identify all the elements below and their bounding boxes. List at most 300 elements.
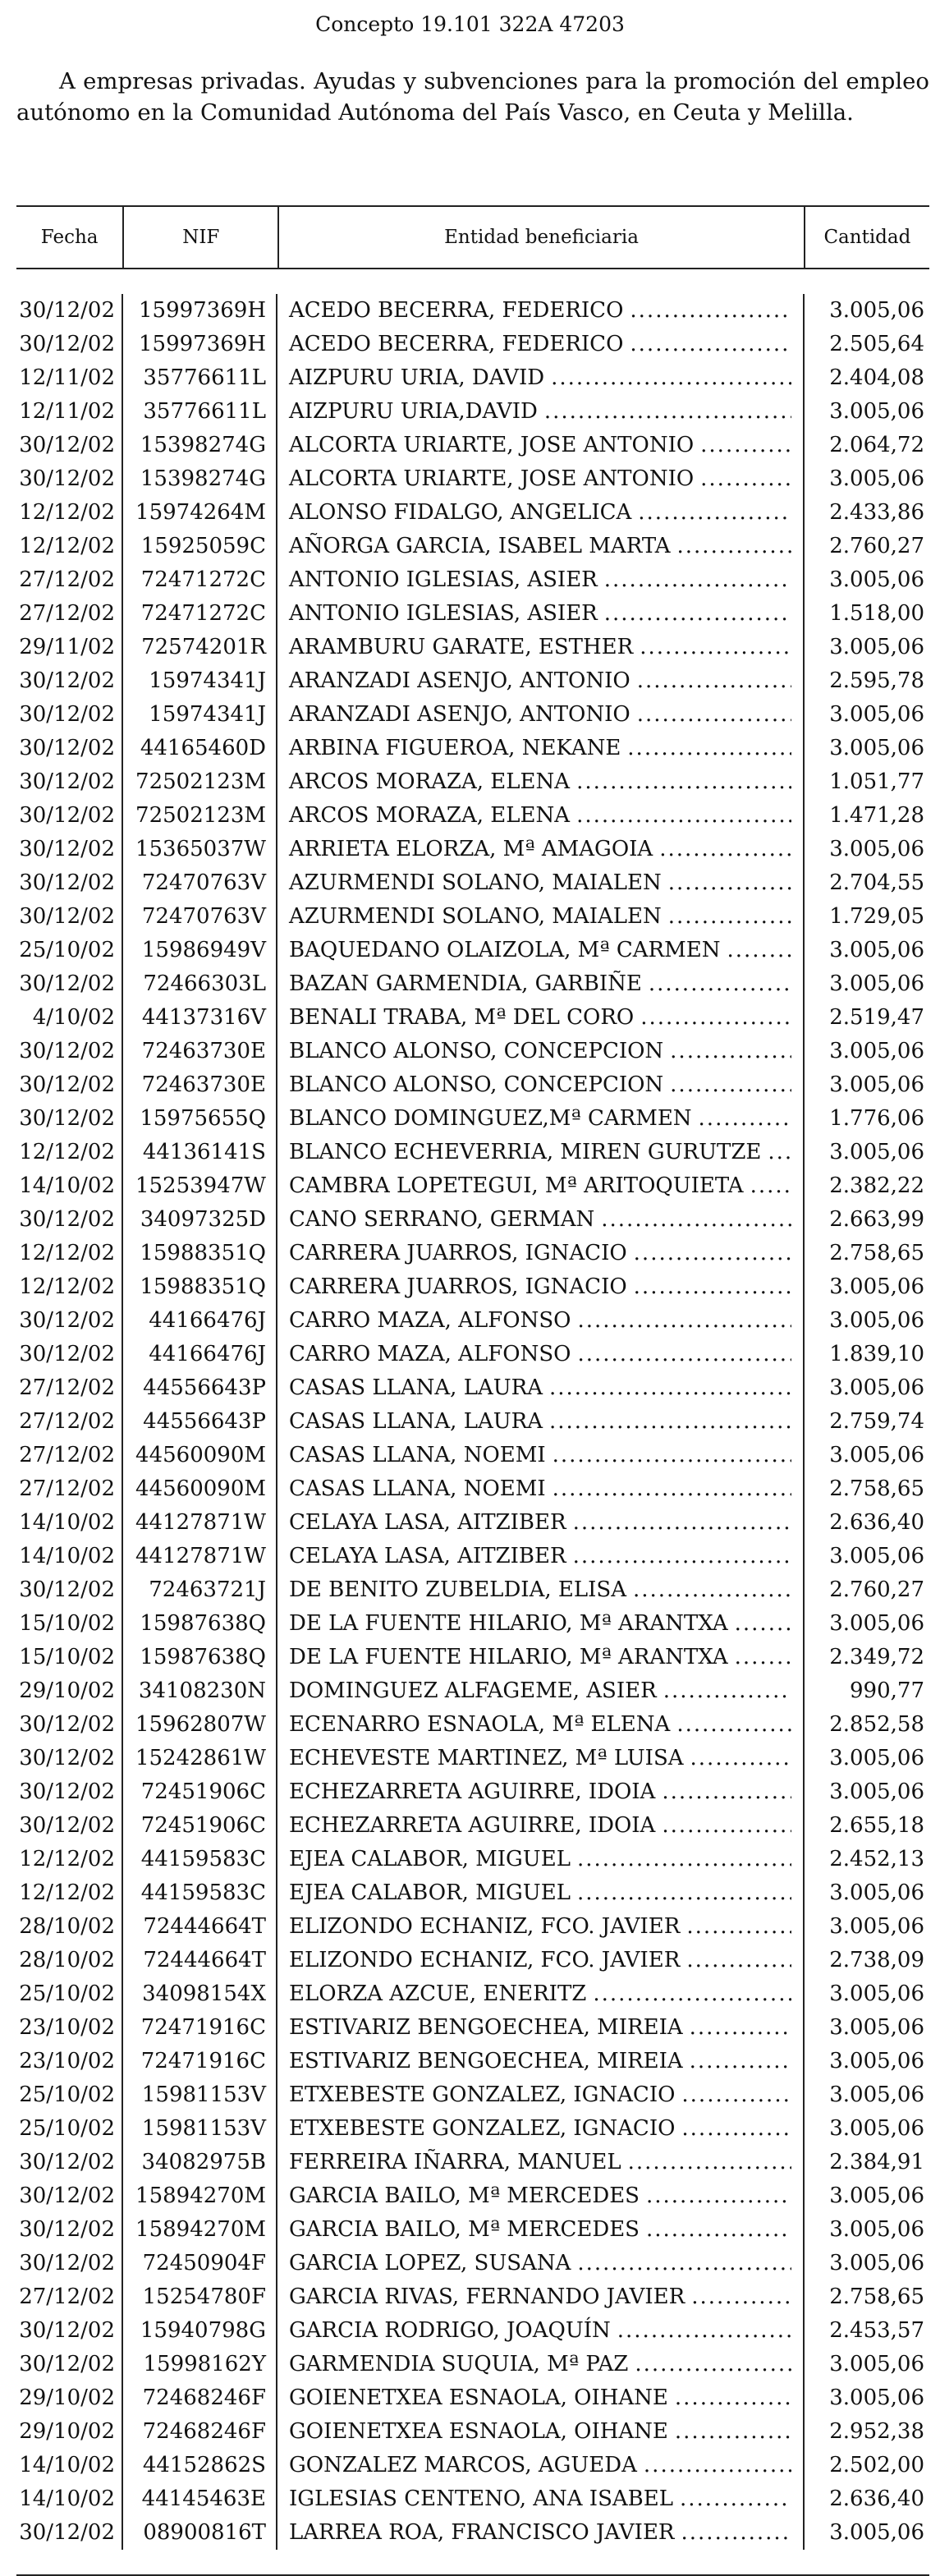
- cell-fecha: 23/10/02: [16, 2045, 123, 2078]
- cell-entidad: [277, 967, 805, 1001]
- dot-leader: [571, 1338, 791, 1371]
- entidad-name: GARCIA RODRIGO, JOAQUÍN: [289, 2318, 611, 2343]
- cell-cantidad: 2.595,78: [829, 668, 924, 693]
- cell-cantidad: 1.776,06: [829, 1106, 924, 1131]
- cell-fecha: 30/12/02: [16, 1809, 123, 1843]
- cell-nif: 15365037W: [123, 833, 277, 866]
- cell-cantidad: 3.005,06: [829, 1140, 924, 1164]
- table-row: [16, 2146, 929, 2179]
- dot-leader: [673, 2482, 791, 2516]
- cell-fecha: 30/12/02: [16, 294, 123, 328]
- dot-leader: [640, 2179, 791, 2213]
- cell-fecha: 15/10/02: [16, 1607, 123, 1641]
- entidad-name: CASAS LLANA, NOEMI: [289, 1476, 546, 1501]
- dot-leader: [761, 1136, 791, 1169]
- cell-fecha: 30/12/02: [16, 1102, 123, 1136]
- cell-cantidad: 3.005,06: [829, 1544, 924, 1568]
- cell-cantidad: 1.518,00: [829, 601, 924, 626]
- cell-fecha: 30/12/02: [16, 698, 123, 732]
- cell-fecha: 14/10/02: [16, 2449, 123, 2482]
- column-header-nif: NIF: [124, 207, 279, 268]
- cell-cantidad: 3.005,06: [829, 1611, 924, 1636]
- entidad-name: AÑORGA GARCIA, ISABEL MARTA: [289, 534, 671, 558]
- table-row: [16, 1674, 929, 1708]
- cell-entidad: [277, 1506, 805, 1540]
- dot-leader: [662, 866, 791, 900]
- table-row: [16, 732, 929, 765]
- table-row: [16, 1708, 929, 1742]
- dot-leader: [640, 2213, 791, 2247]
- cell-nif: 15974341J: [123, 664, 277, 698]
- dot-leader: [675, 2078, 791, 2112]
- entidad-name: ALONSO FIDALGO, ANGELICA: [289, 500, 632, 525]
- table-row: [16, 1506, 929, 1540]
- cell-cantidad: 2.519,47: [829, 1005, 924, 1030]
- table-row: [16, 2415, 929, 2449]
- cell-entidad: [277, 496, 805, 530]
- entidad-name: CASAS LLANA, NOEMI: [289, 1443, 546, 1467]
- cell-entidad: [277, 1001, 805, 1035]
- beneficiaries-table: [16, 205, 929, 2576]
- entidad-name: BAZAN GARMENDIA, GARBIÑE: [289, 971, 642, 996]
- cell-nif: 35776611L: [123, 361, 277, 395]
- cell-entidad: [277, 1472, 805, 1506]
- table-row: [16, 1169, 929, 1203]
- table-row: [16, 2482, 929, 2516]
- dot-leader: [628, 2348, 791, 2381]
- entidad-name: ARAMBURU GARATE, ESTHER: [289, 635, 634, 659]
- dot-leader: [611, 2314, 791, 2348]
- table-row: [16, 563, 929, 597]
- cell-cantidad: 3.005,06: [829, 1274, 924, 1299]
- table-row: [16, 1237, 929, 1270]
- cell-cantidad: 2.759,74: [829, 1409, 924, 1434]
- cell-nif: 44145463E: [123, 2482, 277, 2516]
- cell-nif: 72470763V: [123, 866, 277, 900]
- dot-leader: [728, 1607, 791, 1641]
- cell-fecha: 29/11/02: [16, 631, 123, 664]
- cell-entidad: [277, 1977, 805, 2011]
- cell-nif: 72471272C: [123, 563, 277, 597]
- dot-leader: [662, 900, 791, 934]
- cell-fecha: 25/10/02: [16, 934, 123, 967]
- cell-cantidad: 3.005,06: [829, 2183, 924, 2208]
- cell-entidad: [277, 2045, 805, 2078]
- cell-entidad: [277, 2011, 805, 2045]
- dot-leader: [633, 631, 791, 664]
- dot-leader: [668, 2381, 791, 2415]
- cell-nif: 44165460D: [123, 732, 277, 765]
- entidad-name: CELAYA LASA, AITZIBER: [289, 1510, 566, 1535]
- cell-nif: 15975655Q: [123, 1102, 277, 1136]
- entidad-name: CASAS LLANA, LAURA: [289, 1409, 543, 1434]
- cell-cantidad: 3.005,06: [829, 1072, 924, 1097]
- cell-cantidad: 3.005,06: [829, 1308, 924, 1333]
- entidad-name: GARMENDIA SUQUIA, Mª PAZ: [289, 2352, 629, 2376]
- cell-fecha: 30/12/02: [16, 2516, 123, 2550]
- cell-fecha: 12/12/02: [16, 1843, 123, 1876]
- entidad-name: CARRERA JUARROS, IGNACIO: [289, 1241, 627, 1265]
- cell-entidad: [277, 1540, 805, 1573]
- cell-cantidad: 3.005,06: [829, 1375, 924, 1400]
- cell-cantidad: 3.005,06: [829, 2015, 924, 2040]
- dot-leader: [744, 1169, 791, 1203]
- table-row: [16, 1472, 929, 1506]
- cell-nif: 34098154X: [123, 1977, 277, 2011]
- entidad-name: DE LA FUENTE HILARIO, Mª ARANTXA: [289, 1645, 728, 1669]
- entidad-name: ARCOS MORAZA, ELENA: [289, 769, 571, 794]
- cell-nif: 72444664T: [123, 1944, 277, 1977]
- cell-entidad: [277, 2381, 805, 2415]
- cell-nif: 72471272C: [123, 597, 277, 631]
- cell-entidad: [277, 1775, 805, 1809]
- table-row: [16, 361, 929, 395]
- cell-fecha: 29/10/02: [16, 2415, 123, 2449]
- cell-fecha: 15/10/02: [16, 1641, 123, 1674]
- cell-nif: 15974264M: [123, 496, 277, 530]
- concept-heading: Concepto 19.101 322A 47203: [315, 12, 625, 36]
- table-row: [16, 1876, 929, 1910]
- table-row: [16, 496, 929, 530]
- entidad-name: ARCOS MORAZA, ELENA: [289, 803, 571, 828]
- cell-entidad: [277, 1068, 805, 1102]
- cell-cantidad: 2.382,22: [829, 1173, 924, 1198]
- table-row: [16, 1304, 929, 1338]
- table-row: [16, 1338, 929, 1371]
- cell-cantidad: 3.005,06: [829, 2049, 924, 2073]
- cell-nif: 15988351Q: [123, 1237, 277, 1270]
- cell-cantidad: 3.005,06: [829, 2082, 924, 2107]
- cell-cantidad: 2.636,40: [829, 2486, 924, 2511]
- table-row: [16, 631, 929, 664]
- cell-fecha: 30/12/02: [16, 328, 123, 361]
- cell-nif: 44560090M: [123, 1472, 277, 1506]
- entidad-name: BAQUEDANO OLAIZOLA, Mª CARMEN: [289, 938, 721, 962]
- cell-entidad: [277, 2348, 805, 2381]
- table-row: [16, 462, 929, 496]
- entidad-name: GARCIA RIVAS, FERNANDO JAVIER: [289, 2284, 686, 2309]
- cell-entidad: [277, 934, 805, 967]
- cell-cantidad: 2.738,09: [829, 1948, 924, 1972]
- cell-cantidad: 3.005,06: [829, 1880, 924, 1905]
- cell-cantidad: 3.005,06: [829, 702, 924, 727]
- table-row: [16, 765, 929, 799]
- cell-nif: 15398274G: [123, 462, 277, 496]
- cell-entidad: [277, 361, 805, 395]
- cell-cantidad: 3.005,06: [829, 635, 924, 659]
- cell-fecha: 30/12/02: [16, 2179, 123, 2213]
- cell-cantidad: 3.005,06: [829, 1981, 924, 2006]
- cell-entidad: [277, 1136, 805, 1169]
- entidad-name: BLANCO ECHEVERRIA, MIREN GURUTZE: [289, 1140, 762, 1164]
- table-row: [16, 2213, 929, 2247]
- dot-leader: [675, 2112, 791, 2146]
- cell-nif: 72468246F: [123, 2415, 277, 2449]
- cell-entidad: [277, 631, 805, 664]
- cell-entidad: [277, 1742, 805, 1775]
- dot-leader: [566, 1540, 791, 1573]
- cell-nif: 15988351Q: [123, 1270, 277, 1304]
- dot-leader: [621, 732, 791, 765]
- dot-leader: [671, 530, 791, 563]
- cell-nif: 72450904F: [123, 2247, 277, 2280]
- cell-cantidad: 2.852,58: [829, 1712, 924, 1737]
- cell-nif: 15997369H: [123, 328, 277, 361]
- cell-entidad: [277, 1102, 805, 1136]
- cell-nif: 72470763V: [123, 900, 277, 934]
- entidad-name: DE BENITO ZUBELDIA, ELISA: [289, 1577, 626, 1602]
- cell-fecha: 27/12/02: [16, 563, 123, 597]
- cell-entidad: [277, 833, 805, 866]
- entidad-name: FERREIRA IÑARRA, MANUEL: [289, 2150, 621, 2174]
- table-row: [16, 2011, 929, 2045]
- dot-leader: [623, 294, 791, 328]
- entidad-name: ETXEBESTE GONZALEZ, IGNACIO: [289, 2082, 676, 2107]
- cell-nif: 72463730E: [123, 1068, 277, 1102]
- dot-leader: [694, 429, 791, 462]
- cell-entidad: [277, 1304, 805, 1338]
- dot-leader: [683, 2011, 791, 2045]
- cell-nif: 44127871W: [123, 1506, 277, 1540]
- table-row: [16, 429, 929, 462]
- table-row: [16, 2112, 929, 2146]
- cell-cantidad: 3.005,06: [829, 399, 924, 424]
- cell-nif: 34082975B: [123, 2146, 277, 2179]
- cell-fecha: 27/12/02: [16, 1405, 123, 1439]
- dot-leader: [684, 1742, 791, 1775]
- cell-cantidad: 2.663,99: [829, 1207, 924, 1232]
- cell-entidad: [277, 2247, 805, 2280]
- cell-fecha: 25/10/02: [16, 2078, 123, 2112]
- cell-cantidad: 3.005,06: [829, 736, 924, 760]
- dot-leader: [546, 1472, 791, 1506]
- dot-leader: [566, 1506, 791, 1540]
- entidad-name: GARCIA BAILO, Mª MERCEDES: [289, 2183, 640, 2208]
- table-row: [16, 698, 929, 732]
- cell-fecha: 27/12/02: [16, 1472, 123, 1506]
- table-row: [16, 1843, 929, 1876]
- cell-nif: 72468246F: [123, 2381, 277, 2415]
- cell-nif: 15986949V: [123, 934, 277, 967]
- cell-nif: 72502123M: [123, 765, 277, 799]
- cell-cantidad: 3.005,06: [829, 567, 924, 592]
- cell-nif: 44166476J: [123, 1338, 277, 1371]
- cell-entidad: [277, 2314, 805, 2348]
- dot-leader: [680, 1944, 791, 1977]
- cell-fecha: 28/10/02: [16, 1910, 123, 1944]
- cell-nif: 15253947W: [123, 1169, 277, 1203]
- dot-leader: [663, 1068, 791, 1102]
- cell-fecha: 12/12/02: [16, 530, 123, 563]
- cell-entidad: [277, 530, 805, 563]
- entidad-name: BENALI TRABA, Mª DEL CORO: [289, 1005, 635, 1030]
- cell-entidad: [277, 732, 805, 765]
- cell-nif: 72574201R: [123, 631, 277, 664]
- cell-fecha: 27/12/02: [16, 597, 123, 631]
- dot-leader: [543, 1405, 791, 1439]
- cell-nif: 34097325D: [123, 1203, 277, 1237]
- cell-fecha: 30/12/02: [16, 1708, 123, 1742]
- dot-leader: [623, 328, 791, 361]
- cell-cantidad: 2.758,65: [829, 1241, 924, 1265]
- entidad-name: ARANZADI ASENJO, ANTONIO: [289, 668, 630, 693]
- cell-cantidad: 2.064,72: [829, 433, 924, 457]
- entidad-name: ECHEZARRETA AGUIRRE, IDOIA: [289, 1779, 656, 1804]
- entidad-name: AZURMENDI SOLANO, MAIALEN: [289, 870, 662, 895]
- entidad-name: CASAS LLANA, LAURA: [289, 1375, 543, 1400]
- cell-cantidad: 2.453,57: [829, 2318, 924, 2343]
- cell-fecha: 30/12/02: [16, 429, 123, 462]
- cell-nif: 44159583C: [123, 1876, 277, 1910]
- cell-cantidad: 2.636,40: [829, 1510, 924, 1535]
- entidad-name: ETXEBESTE GONZALEZ, IGNACIO: [289, 2116, 676, 2141]
- cell-entidad: [277, 1371, 805, 1405]
- cell-nif: 44556643P: [123, 1405, 277, 1439]
- entidad-name: CARRO MAZA, ALFONSO: [289, 1308, 571, 1333]
- dot-leader: [598, 597, 791, 631]
- table-body: [16, 269, 929, 2574]
- entidad-name: ALCORTA URIARTE, JOSE ANTONIO: [289, 466, 695, 491]
- dot-leader: [694, 462, 791, 496]
- entidad-name: AIZPURU URIA,DAVID: [289, 399, 538, 424]
- entidad-name: BLANCO ALONSO, CONCEPCION: [289, 1039, 664, 1063]
- cell-entidad: [277, 1809, 805, 1843]
- cell-nif: 44152862S: [123, 2449, 277, 2482]
- cell-fecha: 30/12/02: [16, 1573, 123, 1607]
- cell-entidad: [277, 1876, 805, 1910]
- dot-leader: [546, 1439, 791, 1472]
- table-row: [16, 1944, 929, 1977]
- cell-cantidad: 3.005,06: [829, 2352, 924, 2376]
- table-row: [16, 1439, 929, 1472]
- cell-entidad: [277, 2213, 805, 2247]
- entidad-name: CARRERA JUARROS, IGNACIO: [289, 1274, 627, 1299]
- table-row: [16, 1809, 929, 1843]
- column-header-cantidad: Cantidad: [823, 227, 911, 248]
- dot-leader: [655, 1775, 791, 1809]
- table-row: [16, 1742, 929, 1775]
- cell-fecha: 12/12/02: [16, 496, 123, 530]
- entidad-name: EJEA CALABOR, MIGUEL: [289, 1847, 571, 1871]
- cell-fecha: 12/11/02: [16, 395, 123, 429]
- cell-nif: 15981153V: [123, 2112, 277, 2146]
- cell-cantidad: 3.005,06: [829, 2520, 924, 2545]
- cell-nif: 15398274G: [123, 429, 277, 462]
- cell-entidad: [277, 462, 805, 496]
- dot-leader: [621, 2146, 791, 2179]
- table-row: [16, 900, 929, 934]
- cell-entidad: [277, 2078, 805, 2112]
- cell-entidad: [277, 1573, 805, 1607]
- table-row: [16, 866, 929, 900]
- table-row: [16, 833, 929, 866]
- cell-fecha: 29/10/02: [16, 1674, 123, 1708]
- cell-cantidad: 1.729,05: [829, 904, 924, 929]
- dot-leader: [668, 2415, 791, 2449]
- dot-leader: [571, 2247, 791, 2280]
- cell-cantidad: 2.704,55: [829, 870, 924, 895]
- entidad-name: GARCIA LOPEZ, SUSANA: [289, 2251, 571, 2275]
- entidad-name: ACEDO BECERRA, FEDERICO: [289, 298, 624, 323]
- dot-leader: [655, 1809, 791, 1843]
- dot-leader: [571, 1843, 791, 1876]
- dot-leader: [630, 664, 791, 698]
- cell-cantidad: 2.505,64: [829, 332, 924, 356]
- cell-fecha: 30/12/02: [16, 833, 123, 866]
- cell-entidad: [277, 866, 805, 900]
- entidad-name: ANTONIO IGLESIAS, ASIER: [289, 567, 598, 592]
- cell-cantidad: 3.005,06: [829, 2116, 924, 2141]
- dot-leader: [543, 1371, 791, 1405]
- description-paragraph: A empresas privadas. Ayudas y subvenciones para la promoción del empleo autónomo en la Comunidad Autónoma del País Vasco, en Ceuta y Melilla.: [16, 68, 929, 126]
- cell-entidad: [277, 1607, 805, 1641]
- entidad-name: ARBINA FIGUEROA, NEKANE: [289, 736, 621, 760]
- cell-entidad: [277, 799, 805, 833]
- cell-nif: 15925059C: [123, 530, 277, 563]
- cell-nif: 15940798G: [123, 2314, 277, 2348]
- table-row: [16, 2078, 929, 2112]
- entidad-name: GONZALEZ MARCOS, AGUEDA: [289, 2453, 637, 2477]
- cell-entidad: [277, 1439, 805, 1472]
- cell-nif: 15894270M: [123, 2213, 277, 2247]
- cell-entidad: [277, 1910, 805, 1944]
- cell-cantidad: 2.404,08: [829, 365, 924, 390]
- cell-nif: 72463730E: [123, 1035, 277, 1068]
- cell-entidad: [277, 2179, 805, 2213]
- dot-leader: [634, 1001, 791, 1035]
- cell-nif: 35776611L: [123, 395, 277, 429]
- cell-nif: 44137316V: [123, 1001, 277, 1035]
- cell-entidad: [277, 395, 805, 429]
- cell-nif: 15997369H: [123, 294, 277, 328]
- cell-entidad: [277, 1169, 805, 1203]
- cell-fecha: 12/12/02: [16, 1136, 123, 1169]
- cell-nif: 72466303L: [123, 967, 277, 1001]
- cell-nif: 44556643P: [123, 1371, 277, 1405]
- cell-cantidad: 2.433,86: [829, 500, 924, 525]
- entidad-name: CELAYA LASA, AITZIBER: [289, 1544, 566, 1568]
- cell-nif: 44127871W: [123, 1540, 277, 1573]
- cell-cantidad: 3.005,06: [829, 971, 924, 996]
- entidad-name: CAMBRA LOPETEGUI, Mª ARITOQUIETA: [289, 1173, 744, 1198]
- dot-leader: [571, 1876, 791, 1910]
- dot-leader: [630, 698, 791, 732]
- cell-entidad: [277, 664, 805, 698]
- cell-nif: 72471916C: [123, 2045, 277, 2078]
- cell-nif: 15974341J: [123, 698, 277, 732]
- table-row: [16, 2314, 929, 2348]
- table-row: [16, 1102, 929, 1136]
- cell-nif: 72444664T: [123, 1910, 277, 1944]
- cell-fecha: 30/12/02: [16, 900, 123, 934]
- dot-leader: [627, 1237, 791, 1270]
- table-row: [16, 1001, 929, 1035]
- cell-fecha: 30/12/02: [16, 1338, 123, 1371]
- cell-cantidad: 3.005,06: [829, 1746, 924, 1770]
- cell-entidad: [277, 597, 805, 631]
- cell-fecha: 27/12/02: [16, 1439, 123, 1472]
- cell-cantidad: 3.005,06: [829, 2251, 924, 2275]
- cell-fecha: 30/12/02: [16, 2348, 123, 2381]
- dot-leader: [594, 1203, 791, 1237]
- table-row: [16, 1641, 929, 1674]
- cell-fecha: 23/10/02: [16, 2011, 123, 2045]
- cell-fecha: 30/12/02: [16, 2314, 123, 2348]
- cell-cantidad: 3.005,06: [829, 2217, 924, 2242]
- cell-fecha: 30/12/02: [16, 1035, 123, 1068]
- entidad-name: GOIENETXEA ESNAOLA, OIHANE: [289, 2385, 668, 2410]
- table-row: [16, 2247, 929, 2280]
